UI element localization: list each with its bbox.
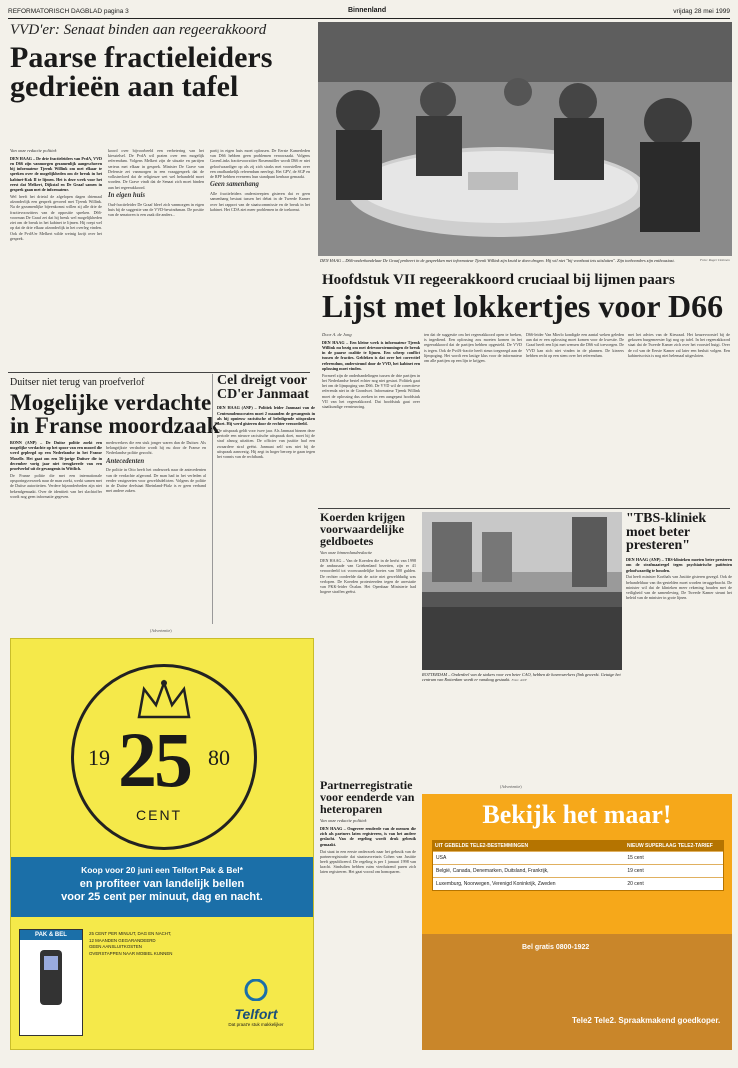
koerden-headline: Koerden krijgen voorwaardelijke geldboetes bbox=[320, 510, 405, 548]
heteroparen-text: Dat staat in een eerste onderzoek naar het gebruik van de partnerregistratie dat staatssecretaris Cohen van Justitie heeft gepubliceerd. De regeling is per 1 januari 1998 van kracht. Sindsdien hebben ruim vierduizend paren zich laten registreren. Het gaat vooral om homoparen. bbox=[320, 848, 416, 875]
tele2-footer-text: Tele2. Spraakmakend goedkoper. bbox=[594, 1016, 721, 1025]
duitser-col1 bbox=[10, 440, 102, 620]
janmaat-headline: Cel dreigt voor CD'er Janmaat bbox=[217, 373, 309, 402]
pak-en-bel-box bbox=[19, 929, 83, 1036]
benefit-item: 25 CENT PER MINUUT, DAG EN NACHT, bbox=[89, 931, 172, 936]
tbs-lead: DEN HAAG (ANP) – TBS-klinieken moeten beter presteren om de strafmaatregel tegen psychiatrische patiënten geloofwaardig te houden. bbox=[626, 557, 732, 573]
rotterdam-photo bbox=[422, 512, 622, 670]
rate-dest: Luxemburg, Noorwegen, Verenigd Koninkrijk, Zweden bbox=[436, 881, 556, 887]
lead-col1 bbox=[10, 148, 102, 368]
lead-col3b-text: Alle fractieleiders onderstreepten gisteren dat er geen samenhang bestaat tussen het debat in de Tweede Kamer over het rapport van de staatscommissie en de breuk in het kabinet. Het CDA ziet meer problemen in de toekomst. bbox=[210, 191, 310, 212]
d66-col4 bbox=[628, 332, 730, 507]
heteroparen-byline: Van onze redactie politiek bbox=[320, 818, 367, 824]
koerden-body bbox=[320, 550, 416, 810]
rate-dest: België, Canada, Denemarken, Duitsland, Frankrijk, bbox=[436, 868, 549, 874]
tele2-title: Bekijk het maar! bbox=[482, 800, 672, 829]
tele2-ad[interactable] bbox=[422, 794, 732, 1050]
table-row bbox=[433, 877, 723, 890]
coin-year-right: 80 bbox=[208, 745, 230, 770]
ad-label-telfort: (Advertentie) bbox=[150, 628, 172, 633]
slogan-line1: Koop voor 20 juni een Telfort Pak & Bel* bbox=[81, 865, 243, 875]
duitser-col2 bbox=[106, 440, 206, 620]
header-date: vrijdag 28 mei 1999 bbox=[673, 8, 730, 15]
coin-cent: CENT bbox=[136, 807, 183, 823]
table-head-left: UIT GEBELDE TELE2-BESTEMMINGEN bbox=[435, 843, 529, 849]
rate-value: 19 cent bbox=[627, 868, 644, 874]
tbs-headline-line2: moet beter bbox=[626, 524, 691, 540]
telfort-logo[interactable] bbox=[211, 979, 301, 1027]
duitser-lead: BONN (ANP) – De Duitse politie zoekt een mogelijke verdachte op het spoor van een moord die werd gepleegd op een Nederlandse in het Franse Moselle. Het gaat om een 56-jarige Duitser die in december vorig jaar niet terugkeerde van een proefverlof uit de gevangenis in Wittlich. bbox=[10, 440, 102, 472]
tbs-body bbox=[626, 557, 732, 727]
telfort-logo-icon bbox=[241, 979, 271, 1001]
tele2-lower bbox=[422, 934, 732, 1050]
heteroparen-headline: Partnerregistratie voor eenderde van heteroparen bbox=[320, 778, 415, 816]
meeting-photo-image bbox=[318, 22, 732, 256]
slogan-line3: voor 25 cent per minuut, dag en nacht. bbox=[61, 891, 263, 903]
duitser-headline-line1: Mogelijke verdachte bbox=[10, 390, 212, 415]
lead-kicker: VVD'er: Senaat binden aan regeerakkoord bbox=[10, 22, 267, 38]
d66-col3 bbox=[526, 332, 624, 507]
benefit-item: 12 MAANDEN GEGARANDEERD bbox=[89, 937, 156, 943]
tbs-headline-line1: "TBS-kliniek bbox=[626, 511, 707, 526]
janmaat-story bbox=[212, 374, 315, 624]
main-photo-caption-text: DEN HAAG – D66-onderhandelaar De Graaf probeert in de gesprekken met informateur Tjeenk Willink zijn kruid te doen drogen. Hij wil niet "bij voorbaat iets uitsluiten". Zijn toehoorders zijn enthousiast. bbox=[320, 258, 675, 263]
d66-col3-text: D66-leider Van Mierlo kondigde een aantal weken geleden aan dat er een oplossing moet komen voor de kwestie. De Graaf heeft een lijst met wensen die D66 wil toevoegen. De VVD kan zich niet vinden in de plannen. De kiezers hebben recht op een stem over het referendum. bbox=[526, 332, 624, 358]
coin-year-left: 19 bbox=[88, 745, 110, 770]
tbs-headline-line3: presteren" bbox=[626, 538, 691, 554]
heteroparen-lead: DEN HAAG – Ongeveer eenderde van de mensen die zich als partners laten registreren, is van het andere geslacht. Van de regeling wordt druk gebruik gemaakt. bbox=[320, 826, 416, 847]
header-section: Binnenland bbox=[348, 7, 387, 14]
lead-headline bbox=[10, 43, 272, 102]
lead-col2 bbox=[108, 148, 204, 368]
koerden-byline: Van onze binnenlandredactie bbox=[320, 550, 373, 556]
duitser-col2b-text: De politie in Otto heeft het onderzoek naar de antecedenten van de verdachte afgerond. De man had in het verleden al eerder vastgezeten voor geweldsdelicten. Volgens de politie in de Duitse deelstaat Rheinland-Pfalz is er geen verband met andere zaken. bbox=[106, 467, 206, 494]
duitser-col2-text: medewerkers die een stuk jonger waren dan de Duitser. Als belangrijkste verdachte wordt hij nu door de Franse en Nederlandse politie gezocht. bbox=[106, 440, 206, 456]
janmaat-body bbox=[217, 405, 315, 615]
table-row bbox=[433, 864, 723, 877]
lead-col2-text: koord over bijvoorbeeld een verbetering van het kiesstelsel. De PvdA wil praten over een mogelijk referendum. Volgens Melkert zijn de situatie en partijen serieus met elkaar in gesprek. Minister De Grave van Defensie zei vanmorgen in een vraaggesprek dat de volksinvloed dat de religieuze wet wel behandeld moet worden. De Grave vindt dat de Senaat zich moet binden aan het regeerakkoord. bbox=[108, 148, 204, 190]
page-header bbox=[8, 6, 730, 19]
benefit-item: OVERSTAPPEN NAAR MOBIEL KUNNEN bbox=[89, 950, 173, 956]
rotterdam-caption bbox=[422, 672, 622, 683]
d66-headline: Lijst met lokkertjes voor D66 bbox=[322, 288, 724, 324]
duitser-headline-line2: in Franse moordzaak bbox=[10, 412, 220, 438]
lead-col3 bbox=[210, 148, 310, 368]
tele2-footer bbox=[572, 1016, 720, 1025]
tbs-text: Dat heeft minister Korthals van Justitie gisteren gezegd. Ook de behandelduur van tbs-gestelden moet worden teruggebracht. De minister wil dat de klinieken meer rekening houden met de veiligheid van de samenleving. De Tweede Kamer steunt het beleid van de minister in grote lijnen. bbox=[626, 574, 732, 601]
rate-value: 20 cent bbox=[627, 881, 644, 887]
koerden-text: DEN HAAG – Van de Koerden die in de herfst van 1998 de ambassade van Griekenland bezetten, zijn er 41 veroordeeld tot voorwaardelijke boetes van 500 gulden. De rechter oordeelde dat de actie niet gewelddadig was verlopen. De Koerden protesteerden tegen de arrestatie van PKK-leider Öcalan. Het Openbaar Ministerie had hogere straffen geëist. bbox=[320, 558, 416, 595]
rotterdam-credit: Foto: ANP bbox=[511, 678, 527, 683]
d66-col1 bbox=[322, 332, 420, 507]
heteroparen-story bbox=[320, 780, 416, 1038]
d66-col4-text: met het advies van de Kiesraad. Het keuzevoorstel bij de gekozen burgemeester ligt nog op tafel. In het regeerakkoord staat dat de Tweede Kamer zich over het voorstel buigt. Over de rol van de Eerste Kamer zal later een besluit volgen. Een kabinetscrisis is nog niet helemaal uitgesloten. bbox=[628, 332, 730, 358]
tele2-rate-table bbox=[432, 840, 724, 891]
lead-subheading2: Geen samenhang bbox=[210, 181, 259, 189]
janmaat-text: De uitspraak geldt voor twee jaar. Als Janmaat binnen deze periode een nieuwe racistische uitspraak doet, moet hij de straf alsnog uitzitten. De officier van justitie had een zwaardere straf geëist. Janmaat zelf was niet bij de uitspraak aanwezig. Hij zegt in hoger beroep te gaan tegen het vonnis van de rechtbank. bbox=[217, 427, 315, 460]
header-left: REFORMATORISCH DAGBLAD pagina 3 bbox=[8, 8, 129, 15]
main-photo-credit: Foto: Roger Dohmen bbox=[700, 258, 730, 262]
duitser-subheading: Antecedenten bbox=[106, 457, 145, 465]
tbs-headline bbox=[626, 512, 732, 553]
coin-graphic bbox=[71, 664, 257, 850]
telfort-benefits bbox=[89, 931, 189, 957]
duitser-kicker: Duitser niet terug van proefverlof bbox=[10, 377, 145, 388]
pack-label: PAK & BEL bbox=[20, 930, 82, 940]
table-head-right: NIEUW SUPERLAAG TELE2-TARIEF bbox=[627, 843, 713, 849]
tele2-table-header bbox=[433, 841, 723, 851]
divider bbox=[318, 508, 730, 509]
janmaat-lead: DEN HAAG (ANP) – Politiek leider Janmaat van de Centrumdemocraten moet 2 maanden de gevangenis in als hij opnieuw racistische of beledigende uitspraken doet. Hij werd gisteren door de rechter veroordeeld. bbox=[217, 405, 315, 427]
lead-byline: Van onze redactie politiek bbox=[10, 148, 57, 153]
telfort-ad[interactable] bbox=[10, 638, 314, 1050]
telfort-tagline: Dat praat'e stuk makkelijker bbox=[228, 1022, 284, 1027]
lead-subheading: In eigen huis bbox=[108, 191, 146, 199]
rate-dest: USA bbox=[436, 855, 447, 861]
d66-col2-text: ten dat de suggestie om het regeerakkoord open te breken, is ingediend. Een oplossing zou moeten komen in het regeerakkoord dat de partijen hebben opgesteld. De VVD is tegen. Ook de PvdA-fractie heeft steun toegezegd aan de lijmpoging. Het wordt een lastige klus voor de informateur om alle partijen op een lijn te krijgen. bbox=[424, 332, 522, 364]
d66-kicker: Hoofdstuk VII regeerakkoord cruciaal bij lijmen paars bbox=[322, 272, 675, 288]
crowd-photo-image bbox=[422, 512, 622, 670]
tbs-story bbox=[626, 512, 732, 727]
coin-number: 25 bbox=[118, 716, 190, 803]
tele2-brand: Tele2 bbox=[572, 1016, 592, 1025]
tele2-phone[interactable]: Bel gratis 0800-1922 bbox=[522, 944, 590, 951]
d66-col2 bbox=[424, 332, 522, 507]
lead-col1-text: Wel heeft het drietal de afgelopen dagen driemaal afzonderlijk een gesprek gevoerd met Tjeenk Willink. Na de gezamenlijke bijeenkomst willen zij alle drie de fractievoorzitters van de oppositie spreken. D66-voorman De Graaf zei dat hij breuk wel mogelijkheden ziet om de breuk in het kabinet te lijmen. Hij roept wel op dat de drie elkaar afzonderlijk in het overleg vinden. Ook de PvdA'er Melkert wilde weinig kwijt over het gesprek. bbox=[10, 193, 102, 241]
lead-headline-line1: Paarse fractieleiders bbox=[10, 41, 273, 74]
telfort-slogan bbox=[11, 857, 313, 917]
duitser-headline bbox=[10, 392, 220, 437]
ad-label-tele2: (Advertentie) bbox=[500, 784, 522, 789]
d66-byline: Door A. de Jong bbox=[322, 332, 352, 337]
d66-lead: DEN HAAG – Een kleine week is informateur Tjeenk Willink nu bezig om met drievoorstemmingen de breuk in de paarse coalitie te lijmen. Een scherp conflict tussen de fracties. Gebleken is dat over het correctief referendum, ondersteund door de VVD, het kabinet een oplossing moet vinden. bbox=[322, 339, 420, 371]
d66-col1-text: Formeel zijn de onderhandelingen tussen de drie partijen in het Nederlandse bestel echter nog niet gestart. Politiek gaat het om de lijmpoging van D66. De VVD wil de correctieve referenda niet in de Grondwet. Informateur Tjeenk Willink moet de oplossing dus zoeken in een aangepast hoofdstuk VII van het regeerakkoord. Dat hoofdstuk gaat over staatkundige vernieuwing. bbox=[322, 372, 420, 410]
lead-col2b-text: Oud-fractieleider De Graaf bleef zich vanmorgen in eigen huis bij de suggestie van de VVD-bewindsman. De positie van de senatoren is een zaak die anders... bbox=[108, 201, 204, 218]
lead-col3-text: partij in eigen huis moet oplossen. De Eerste Kamerleden van D66 hebben geen problemen veroorzaakt. Volgens GroenLinks fractievoorzitter Rosenmöller wordt D66 er niet geloofwaardiger op als zij zich straks met voorstellen over een onafhankelijk referendum neerlegt. Het GPV, de SGP en de RPF hebben eveneens hun standpunt kenbaar gemaakt. bbox=[210, 148, 310, 180]
table-row bbox=[433, 851, 723, 864]
koerden-story bbox=[320, 512, 416, 810]
duitser-col1-text: De Franse politie die met een internationale opsporingsverzoek naar de man zoekt, werkt samen met de Duitse autoriteiten. Verdere bijzonderheden zijn niet bekendgemaakt. Over de identiteit van het slachtoffer wordt nog geen informatie gegeven. bbox=[10, 473, 102, 499]
benefit-item: GEEN AANSLUITKOSTEN bbox=[89, 944, 142, 950]
heteroparen-body bbox=[320, 818, 416, 1038]
main-photo-caption bbox=[320, 258, 730, 263]
slogan-line2: en profiteer van landelijk bellen bbox=[79, 878, 245, 890]
main-photo bbox=[318, 22, 732, 256]
phone-icon bbox=[20, 940, 82, 1020]
lead-intro: DEN HAAG – De drie fractieleiders van PvdA, VVD en D66 zijn vanmorgen gezamenlijk aangeschoven bij informateur Tjeenk Willink om met elkaar te spreken over de mogelijkheden om de breuk in het kabinet-Kok II te lijmen. Het is deze week voor het eerst dat Melkert, Dijkstal en De Graaf samen in gesprek gaan met de informateur. bbox=[10, 155, 102, 193]
telfort-brand: Telfort bbox=[234, 1006, 278, 1022]
lead-headline-line2: gedrieën aan tafel bbox=[10, 70, 239, 104]
rotterdam-caption-text: ROTTERDAM – Onderdeel van de stakers voor een beter CAO, hebben de havenwerkers flink gewerkt. Getuige het centrum van Rotterdam wordt er vandaag gestaakt. bbox=[422, 672, 621, 683]
rate-value: 15 cent bbox=[627, 855, 644, 861]
